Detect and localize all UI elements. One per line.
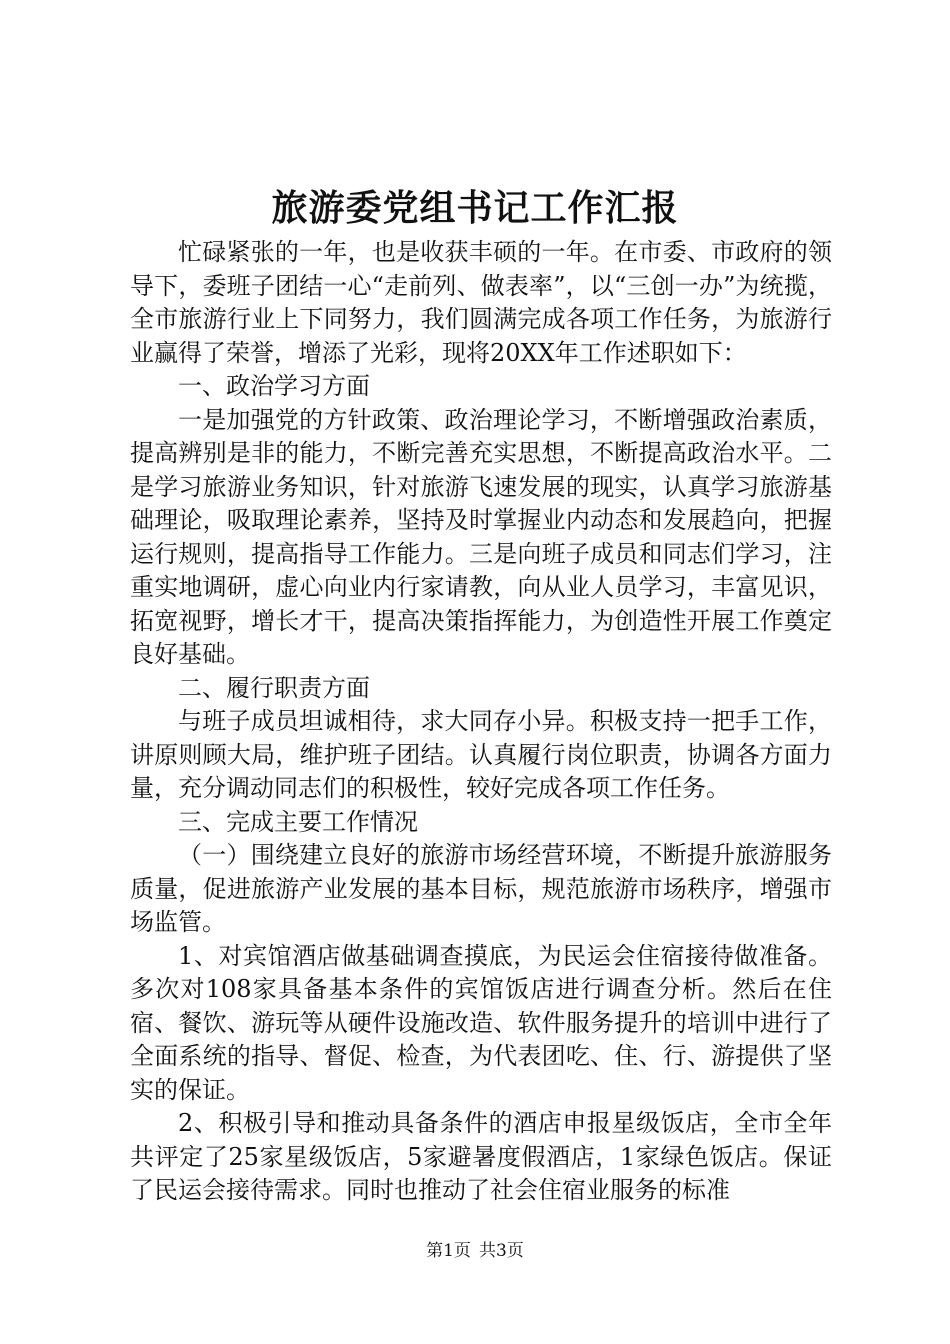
page-footer xyxy=(0,1240,950,1262)
page-number: 第1页 xyxy=(426,1241,471,1261)
section-heading-duties: 二、履行职责方面 xyxy=(178,673,370,702)
page-total: 共3页 xyxy=(479,1241,524,1261)
item-paragraph-2: 2、积极引导和推动具备条件的酒店申报星级饭店，全市全年共评定了25家星级饭店，5家避暑度假酒店，1家绿色饭店。保证了民运会接待需求。同时也推动了社会住宿业服务的标准 xyxy=(130,1109,832,1204)
subsection-paragraph: （一）围绕建立良好的旅游市场经营环境，不断提升旅游服务质量，促进旅游产业发展的基本目标，规范旅游市场秩序，增强市场监管。 xyxy=(130,841,832,936)
political-study-paragraph: 一是加强党的方针政策、政治理论学习，不断增强政治素质，提高辨别是非的能力，不断完善充实思想，不断提高政治水平。二是学习旅游业务知识，针对旅游飞速发展的现实，认真学习旅游基础理论，吸取理论素养，坚持及时掌握业内动态和发展趋向，把握运行规则，提高指导工作能力。三是向班子成员和同志们学习，注重实地调研，虚心向业内行家请教，向从业人员学习，丰富见识，拓宽视野，增长才干，提高决策指挥能力，为创造性开展工作奠定良好基础。 xyxy=(130,405,832,668)
item-paragraph-1: 1、对宾馆酒店做基础调查摸底，为民运会住宿接待做准备。多次对108家具备基本条件的宾馆饭店进行调查分析。然后在住宿、餐饮、游玩等从硬件设施改造、软件服务提升的培训中进行了全面系统的指导、督促、检查，为代表团吃、住、行、游提供了坚实的保证。 xyxy=(130,941,832,1104)
document-title: 旅游委党组书记工作汇报 xyxy=(271,187,679,229)
duties-paragraph: 与班子成员坦诚相待，求大同存小异。积极支持一把手工作，讲原则顾大局，维护班子团结。认真履行岗位职责，协调各方面力量，充分调动同志们的积极性，较好完成各项工作任务。 xyxy=(130,707,832,802)
document-body xyxy=(130,236,832,1208)
section-heading-political-study: 一、政治学习方面 xyxy=(178,372,370,400)
intro-paragraph: 忙碌紧张的一年，也是收获丰硕的一年。在市委、市政府的领导下，委班子团结一心“走前列、做表率”，以“三创一办”为统揽，全市旅游行业上下同努力，我们圆满完成各项工作任务，为旅游行业赢得了荣誉，增添了光彩，现将20XX年工作述职如下： xyxy=(130,238,832,367)
section-heading-main-work: 三、完成主要工作情况 xyxy=(178,807,418,836)
